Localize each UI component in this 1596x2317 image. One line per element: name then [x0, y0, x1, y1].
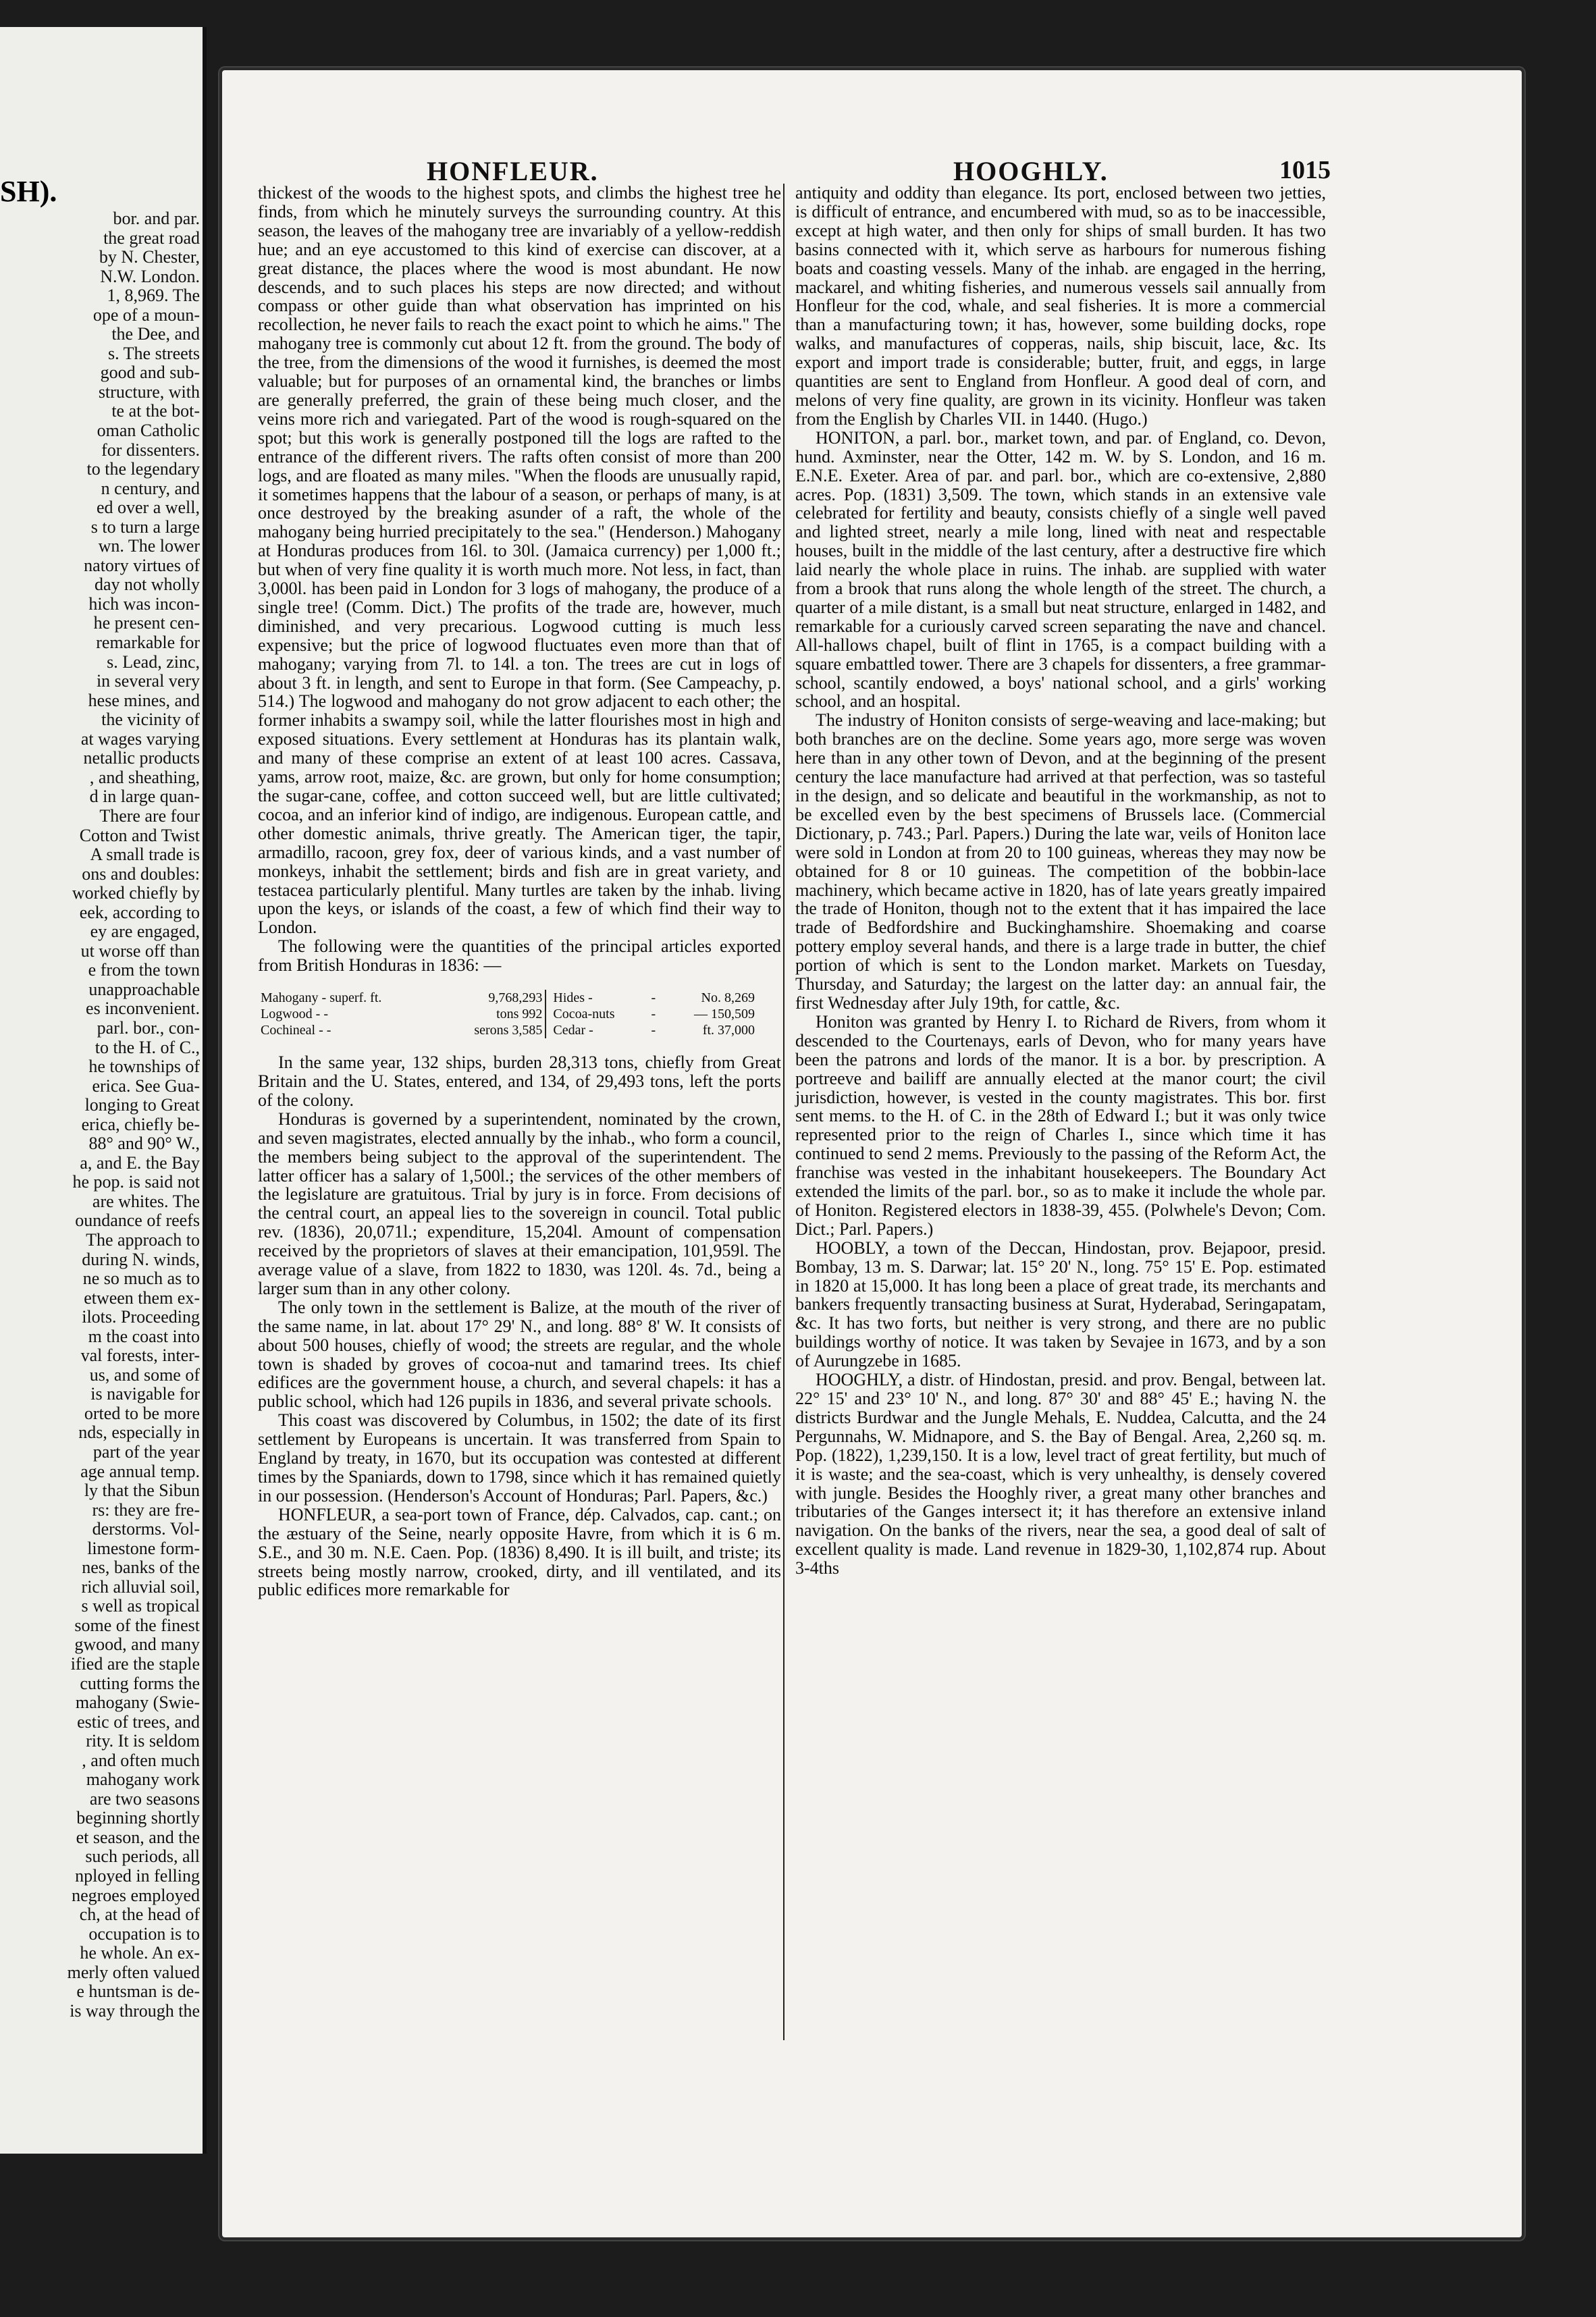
table-cell: ft. 37,000 — [702, 1023, 755, 1038]
facing-page-line: derstorms. Vol- — [92, 1520, 200, 1539]
facing-page-line: during N. winds, — [82, 1250, 200, 1269]
page-number: 1015 — [1279, 156, 1331, 184]
table-row — [258, 1022, 757, 1038]
table-cell: tons 992 — [496, 1007, 543, 1022]
facing-page-line: age annual temp. — [80, 1462, 200, 1481]
facing-page-line: es inconvenient. — [86, 999, 200, 1019]
left-column — [258, 184, 781, 1599]
facing-page-line: ut worse off than — [80, 941, 200, 961]
facing-page-line: rich alluvial soil, — [81, 1577, 200, 1597]
facing-page-line: at wages varying — [80, 729, 200, 749]
facing-page-fragment — [0, 27, 207, 2154]
table-row — [258, 1006, 757, 1022]
table-row — [258, 990, 757, 1006]
facing-page-line: oundance of reefs — [75, 1211, 200, 1231]
paragraph: In the same year, 132 ships, burden 28,313 tons, chiefly from Great Britain and the U. States, entered, and 134, of 29,493 tons, left the ports of the colony. — [258, 1053, 781, 1110]
table-cell: serons 3,585 — [474, 1023, 543, 1038]
facing-page-line: s. Lead, zinc, — [107, 652, 200, 672]
facing-page-line: us, and some of — [89, 1365, 200, 1385]
table-cell: - — [651, 990, 656, 1006]
facing-page-line: s well as tropical — [81, 1597, 200, 1616]
facing-page-line: A small trade is — [90, 845, 200, 865]
exports-table — [258, 990, 757, 1038]
facing-page-line: d in large quan- — [89, 787, 200, 807]
table-cell: Cedar - — [546, 1022, 648, 1038]
facing-page-line: rity. It is seldom — [86, 1732, 200, 1751]
facing-page-line: ed over a well, — [96, 498, 200, 518]
facing-page-line: Cotton and Twist — [79, 826, 200, 845]
paragraph: Honduras is governed by a superintendent, nominated by the crown, and seven magistrates, elected annually by the inhab., who form a council, the members being subject to the approval of the superintendent. The latter officer has a salary of 1,500l.; the services of the other members of the legislature are gratuitous. Trial by jury is in force. From decisions of the central court, an appeal lies to the sovereign in council. Total public rev. (1836), 20,071l.; expenditure, 15,204l. Amount of compensation received by the proprietors of slaves at their emancipation, 101,959l. The average value of a slave, from 1822 to 1830, was 120l. 4s. 7d., being a larger sum than in any other colony. — [258, 1109, 781, 1298]
facing-page-line: occupation is to — [88, 1924, 200, 1944]
facing-page-line: ified are the staple — [70, 1655, 200, 1674]
facing-page-line: is navigable for — [90, 1385, 200, 1404]
facing-page-line: erica, chiefly be- — [81, 1115, 200, 1134]
facing-page-line: , and sheathing, — [89, 768, 200, 787]
facing-page-line: good and sub- — [100, 363, 200, 383]
facing-page-line: beginning shortly — [76, 1809, 200, 1828]
facing-page-line: te at the bot- — [111, 402, 200, 421]
facing-page-line: wn. The lower — [98, 537, 200, 556]
facing-page-line: worked chiefly by — [72, 884, 200, 903]
paragraph: The only town in the settlement is Balize, at the mouth of the river of the same name, in lat. about 17° 29' N., and long. 88° 8' W. It consists of about 500 houses, chiefly of wood; the streets are regular, and the whole town is shaded by groves of cocoa-nut and tamarind trees. Its chief edifices are the government house, a church, and several chapels: it has a public school, which had 126 pupils in 1836, and several private schools. — [258, 1297, 781, 1412]
facing-page-line: e from the town — [88, 961, 200, 980]
table-cell: Logwood - - — [261, 1007, 328, 1022]
facing-page-line: natory virtues of — [84, 556, 200, 575]
facing-page-line: 88° and 90° W., — [88, 1134, 200, 1154]
entry-hooghly: HOOGHLY, a distr. of Hindostan, presid. and prov. Bengal, between lat. 22° 15' and 23° 10' N., and long. 87° 30' and 88° 45' E.; having N. the districts Burdwar and the Jungle Mehals, E. Nuddea, Calcutta, and the 24 Pergunnahs, W. Midnapore, and S. the Bay of Bengal. Area, 2,260 sq. m. Pop. (1822), 1,239,150. It is a low, level tract of great fertility, but much of it is waste; and the sea-coast, which is very unhealthy, is densely covered with jungle. Besides the Hooghly river, a great many other branches and tributaries of the Ganges intersect it; it has therefore an extensive inland navigation. On the banks of the rivers, near the sea, a good deal of salt of excellent quality is made. Land revenue in 1829-30, 1,102,874 rup. About 3-4ths — [795, 1370, 1326, 1578]
facing-page-line: nes, banks of the — [82, 1558, 200, 1578]
facing-page-line: cutting forms the — [80, 1674, 200, 1693]
entry-honiton: HONITON, a parl. bor., market town, and par. of England, co. Devon, hund. Axminster, near the Otter, 142 m. W. by S. London, and 16 m. E.N.E. Exeter. Area of par. and parl. bor., which are co-extensive, 2,880 acres. Pop. (1831) 3,509. The town, which stands in an extensive vale celebrated for fertility and beauty, consists chiefly of a single well paved and lighted street, nearly a mile long, lined with neat and respectable houses, built in the middle of the last century, after a destructive fire which laid nearly the whole place in ruins. The inhab. are supplied with water from a brook that runs along the whole length of the street. The church, a quarter of a mile distant, is a small but neat structure, enlarged in 1482, and remarkable for a curiously carved screen separating the nave and chancel. All-hallows chapel, built of flint in 1765, is a compact building with a square embattled tower. There are 3 chapels for dissenters, a free grammar-school, scantily endowed, a boys' national school, and a girls' working school, and an hospital. — [795, 427, 1326, 712]
paragraph: The following were the quantities of the principal articles exported from British Honduras in 1836: — — [258, 936, 781, 976]
facing-page-line: merly often valued — [67, 1963, 200, 1982]
entry-honfleur: HONFLEUR, a sea-port town of France, dép. Calvados, cap. cant.; on the æstuary of the Seine, nearly opposite Havre, from which it is 6 m. S.E., and 30 m. N.E. Caen. Pop. (1836) 8,490. It is ill built, and triste; its streets being mostly narrow, crooked, dirty, and ill ventilated, and its public edifices more remarkable for — [258, 1504, 781, 1600]
facing-page-line: ne so much as to — [82, 1269, 200, 1289]
facing-page-line: day not wholly — [95, 575, 200, 595]
facing-page-line: s. The streets — [108, 344, 200, 363]
facing-page-line: m the coast into — [88, 1327, 200, 1346]
facing-page-line: are whites. The — [92, 1192, 200, 1211]
facing-page-line: , and often much — [82, 1751, 200, 1770]
facing-page-line: is way through the — [70, 2001, 200, 2021]
table-cell: Cochineal - - — [261, 1023, 331, 1038]
facing-page-line: bor. and par. — [113, 209, 200, 228]
facing-page-line: oman Catholic — [97, 421, 200, 441]
facing-page-line: ilots. Proceeding — [82, 1308, 200, 1327]
right-column — [795, 184, 1326, 1578]
table-cell: - — [651, 1007, 656, 1022]
facing-page-line: parl. bor., con- — [97, 1018, 200, 1038]
facing-page-line: estic of trees, and — [77, 1712, 200, 1732]
facing-page-line: ly that the Sibun — [84, 1481, 200, 1501]
facing-page-line: etween them ex- — [84, 1288, 200, 1308]
entry-hoobly: HOOBLY, a town of the Deccan, Hindostan, prov. Bejapoor, presid. Bombay, 13 m. S. Darwar; lat. 15° 20' N., long. 75° 15' E. Pop. estimated in 1820 at 15,000. It has long been a place of great trade, its merchants and bankers frequently transacting business at Surat, Hyderabad, Seringapatam, &c. It has two forts, but neither is very strong, and there are no public buildings worthy of notice. It was taken by Sevajee in 1673, and by a son of Aurungzebe in 1685. — [795, 1237, 1326, 1371]
facing-page-line: he pop. is said not — [72, 1173, 200, 1192]
table-cell: Cocoa-nuts — [546, 1006, 648, 1022]
table-cell: No. 8,269 — [701, 990, 755, 1006]
table-cell: Mahogany - superf. ft. — [261, 990, 382, 1006]
facing-page-line: There are four — [99, 806, 200, 826]
facing-page-line: s to turn a large — [90, 517, 200, 537]
paragraph: This coast was discovered by Columbus, in 1502; the date of its first settlement by Europeans is uncertain. It was transferred from Spain to England by treaty, in 1670, but its occupation was contested at different times by the Spaniards, down to 1798, since which it has remained quietly in our possession. (Henderson's Account of Honduras; Parl. Papers, &c.) — [258, 1410, 781, 1506]
facing-page-line: n century, and — [101, 479, 200, 498]
facing-page-line: limestone form- — [87, 1539, 200, 1558]
facing-page-line: some of the finest — [74, 1616, 200, 1635]
facing-page-line: ons and doubles: — [82, 864, 200, 884]
column-divider — [783, 184, 784, 2040]
facing-page-line: val forests, inter- — [80, 1346, 200, 1366]
facing-page-line: gwood, and many — [74, 1635, 200, 1655]
facing-page-line: remarkable for — [96, 633, 200, 653]
running-head-right: HOOGHLY. — [953, 156, 1109, 186]
facing-page-line: in several very — [96, 672, 200, 691]
facing-page-line: he townships of — [88, 1057, 200, 1077]
facing-page-line: eek, according to — [79, 903, 200, 922]
facing-page-line: nployed in felling — [75, 1867, 200, 1886]
paragraph: thickest of the woods to the highest spots, and climbs the highest tree he finds, from which he minutely surveys the surrounding country. At this season, the leaves of the mahogany tree are invariably of a yellow-reddish hue; and an eye accustomed to this kind of exercise can discover, at a great distance, the places where the wood is most abundant. He now descends, and to such places his steps are now directed; and without compass or other guide than what observation has imprinted on his recollection, he never fails to reach the exact point to which he aims." The mahogany tree is commonly cut about 12 ft. from the ground. The body of the tree, from the dimensions of the wood it furnishes, is deemed the most valuable; but for purposes of an ornamental kind, the branches or limbs are generally preferred, the grain of these being much closer, and the veins more rich and variegated. Part of the wood is rough-squared on the spot; but this work is generally postponed till the logs are rafted to the entrance of the different rivers. The rafts often consist of more than 200 logs, and are floated as many miles. "When the floods are unusually rapid, it sometimes happens that the labour of a season, or perhaps of many, is at once destroyed by the breaking asunder of a raft, the whole of the mahogany being hurried precipitately to the sea." (Henderson.) Mahogany at Honduras produces from 16l. to 30l. (Jamaica currency) per 1,000 ft.; but when of very fine quality it is worth much more. Not less, in fact, than 3,000l. has been paid in London for 3 logs of mahogany, the produce of a single tree! (Comm. Dict.) The profits of the trade are, however, much diminished, and very precarious. Logwood cutting is much less expensive; but the price of logwood fluctuates even more than that of mahogany; varying from 7l. to 14l. a ton. The trees are cut in logs of about 3 ft. in length, and sent to Europe in that form. (See Campeachy, p. 514.) The logwood and mahogany do not grow adjacent to each other; the former inhabits a swampy soil, while the latter flourishes most in high and exposed situations. Every settlement at Honduras has its plantain walk, and many of these comprise an extent of at least 100 acres. Cassava, yams, arrow root, maize, &c. are grown, but only for home consumption; the sugar-cane, coffee, and cotton succeed well, but are little cultivated; cocoa, and an inferior kind of indigo, are indigenous. European cattle, and other domestic animals, thrive greatly. The American tiger, the tapir, armadillo, racoon, grey fox, deer of various kinds, and a vast number of monkeys, inhabit the settlement; birds and fish are in great variety, and testacea particularly plentiful. Many turtles are taken by the inhab. living upon the keys, or islands of the coast, a few of which find their way to London. — [258, 183, 781, 938]
facing-page-line: et season, and the — [76, 1828, 200, 1847]
facing-page-text — [3, 209, 200, 2021]
facing-page-line: hich was incon- — [88, 594, 200, 614]
facing-page-line: the Dee, and — [111, 325, 200, 344]
facing-page-line: netallic products — [83, 749, 200, 768]
facing-page-line: N.W. London. — [100, 267, 200, 286]
facing-page-line: negroes employed — [72, 1886, 200, 1905]
facing-page-line: ey are engaged, — [90, 922, 200, 942]
facing-page-line: ch, at the head of — [79, 1905, 200, 1925]
facing-page-line: mahogany work — [86, 1770, 200, 1790]
paragraph: The industry of Honiton consists of serge-weaving and lace-making; but both branches are on the decline. Some years ago, more serge was woven here than in any other town of Devon, and at the beginning of the present century the lace manufacture had arrived at that perfection, was so tasteful in the design, and so delicate and beautiful in the workmanship, as not to be excelled even by the best specimens of Brussels lace. (Commercial Dictionary, p. 743.; Parl. Papers.) During the late war, veils of Honiton lace were sold in London at from 20 to 100 guineas, whereas they may now be obtained for 8 or 10 guineas. The competition of the bobbin-lace machinery, which became active in 1820, has of late years greatly impaired the trade of Honiton, though not to the extent that it has impaired the lace trade of Bedfordshire and Buckinghamshire. Shoemaking and coarse pottery employ several hands, and there is a large trade in butter, the chief portion of which is sent to the London market. Markets on Tuesday, Thursday, and Saturday; the largest on the latter day: an annual fair, the first Wednesday after July 19th, for cattle, &c. — [795, 710, 1326, 1013]
facing-page-line: mahogany (Swie- — [75, 1693, 200, 1713]
facing-page-line: structure, with — [98, 382, 200, 402]
facing-page-line: for dissenters. — [101, 440, 200, 460]
facing-page-running-head: SH). — [0, 175, 57, 208]
table-cell: 9,768,293 — [488, 990, 543, 1006]
facing-page-line: erica. See Gua- — [92, 1076, 200, 1096]
facing-page-line: rs: they are fre- — [92, 1500, 200, 1520]
facing-page-line: to the H. of C., — [95, 1038, 200, 1057]
facing-page-line: he present cen- — [93, 614, 200, 633]
facing-page-line: by N. Chester, — [99, 248, 200, 267]
facing-page-line: such periods, all — [85, 1847, 200, 1867]
facing-page-line: he whole. An ex- — [80, 1944, 200, 1963]
facing-page-line: ope of a moun- — [92, 305, 200, 325]
running-head-left: HONFLEUR. — [427, 156, 599, 186]
facing-page-line: e huntsman is de- — [76, 1982, 200, 2002]
facing-page-line: nds, especially in — [78, 1423, 200, 1443]
facing-page-line: orted to be more — [84, 1404, 200, 1423]
table-cell: Hides - — [546, 990, 648, 1006]
facing-page-line: 1, 8,969. The — [107, 286, 200, 306]
facing-page-line: part of the year — [92, 1443, 200, 1462]
facing-page-line: hese mines, and — [88, 691, 200, 710]
facing-page-line: are two seasons — [89, 1789, 200, 1809]
facing-page-line: a, and E. the Bay — [80, 1153, 200, 1173]
facing-page-line: to the legendary — [86, 460, 200, 479]
table-cell: — 150,509 — [694, 1007, 755, 1022]
facing-page-line: the great road — [103, 228, 200, 248]
facing-page-line: The approach to — [86, 1230, 200, 1250]
facing-page-line: unapproachable — [88, 980, 200, 999]
table-cell: - — [651, 1023, 656, 1038]
paragraph: antiquity and oddity than elegance. Its port, enclosed between two jetties, is difficult of entrance, and encumbered with mud, so as to be inaccessible, except at high water, and then only for ships of small burden. It has two basins connected with it, which serve as harbours for numerous fishing boats and coasting vessels. Many of the inhab. are engaged in the herring, mackarel, and whiting fisheries, and numerous vessels sail annually from Honfleur for the cod, whale, and seal fisheries. It is more a commercial than a manufacturing town; it has, however, some building docks, rope walks, and manufactures of copperas, nails, ship biscuit, lace, &c. Its export and import trade is considerable; butter, fruit, and eggs, in large quantities are sent to England from Honfleur. A good deal of corn, and melons of very fine quality, are grown in its vicinity. Honfleur was taken from the English by Charles VII. in 1440. (Hugo.) — [795, 183, 1326, 429]
paragraph: Honiton was granted by Henry I. to Richard de Rivers, from whom it descended to the Courtenays, earls of Devon, who for many years have been the patrons and lords of the manor. It is a bor. by prescription. A portreeve and bailiff are annually elected at the manor court; the civil jurisdiction, however, is vested in the county magistrates. This bor. first sent mems. to the H. of C. in the 28th of Edward I.; but it was only twice represented prior to the reign of Charles I., since which time it has continued to send 2 mems. Previously to the passing of the Reform Act, the franchise was vested in the inhabitant housekeepers. The Boundary Act extended the limits of the parl. bor., so as to make it include the whole par. of Honiton. Registered electors in 1838-39, 455. (Polwhele's Devon; Com. Dict.; Parl. Papers.) — [795, 1011, 1326, 1239]
facing-page-line: longing to Great — [84, 1096, 200, 1115]
facing-page-line: the vicinity of — [101, 710, 200, 730]
